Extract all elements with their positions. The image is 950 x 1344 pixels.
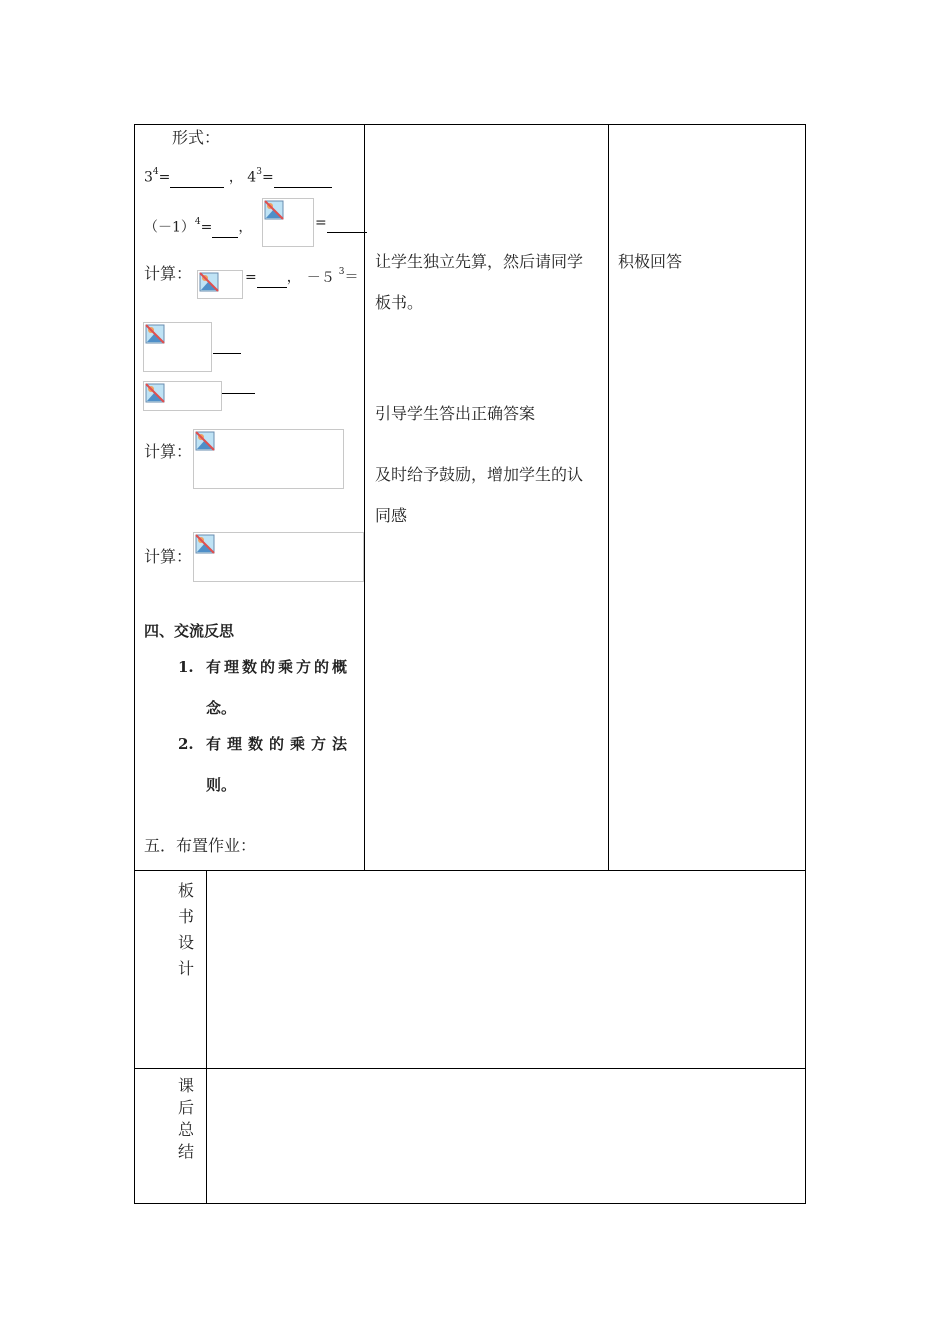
equals-sign-3: = xyxy=(200,219,213,236)
broken-image-icon xyxy=(263,199,285,221)
image-placeholder-4 xyxy=(143,381,222,411)
calc-label-1: 计算： xyxy=(144,264,193,283)
answer-blank-6[interactable] xyxy=(213,353,241,354)
item-1-line-2: 念。 xyxy=(206,699,237,717)
column-divider-2 xyxy=(608,124,609,871)
teacher-activity-1-line-1: 让学生独立先算，然后请同学 xyxy=(375,252,584,271)
teacher-activity-1-line-2: 板书。 xyxy=(375,293,424,312)
broken-image-icon xyxy=(144,382,166,404)
calc-label-2: 计算： xyxy=(144,442,193,461)
board-design-label: 板 书 设 计 xyxy=(177,881,194,978)
equals-sign-2: = xyxy=(261,169,274,186)
teacher-activity-2: 引导学生答出正确答案 xyxy=(375,404,536,423)
item-2-number: 2. xyxy=(178,735,194,753)
power2-base: 4 xyxy=(247,169,257,186)
item-1-line-1: 有理数的乘方的概 xyxy=(206,658,351,676)
neg-five-equals: ＝ xyxy=(344,269,359,286)
teacher-activity-3-line-2: 同感 xyxy=(375,506,408,525)
neg-five-exponent: 3 xyxy=(338,267,345,277)
neg-five: －５ xyxy=(306,269,335,286)
row-divider-1 xyxy=(134,870,806,871)
form-label: 形式： xyxy=(172,128,221,147)
answer-blank-2[interactable] xyxy=(274,171,332,188)
calc-label-3: 计算： xyxy=(144,547,193,566)
item-1-number: 1. xyxy=(178,658,194,676)
neg-one-paren: （－1） xyxy=(144,219,195,236)
image-placeholder-5 xyxy=(193,429,344,489)
teacher-activity-3-line-1: 及时给予鼓励，增加学生的认 xyxy=(375,465,584,484)
answer-blank-5[interactable] xyxy=(257,271,287,288)
image-placeholder-2 xyxy=(197,270,243,299)
broken-image-icon xyxy=(194,533,216,555)
neg-one-exponent: 4 xyxy=(194,217,201,227)
comma-2: ， xyxy=(238,219,253,236)
power1-exponent: 4 xyxy=(152,167,159,177)
table-border-top xyxy=(134,124,806,125)
equals-sign: = xyxy=(158,169,171,186)
broken-image-icon xyxy=(194,430,216,452)
image-placeholder-6 xyxy=(193,532,364,582)
student-activity: 积极回答 xyxy=(618,252,683,271)
calc-row-1-rest: = ， －５ $^3$＝ xyxy=(245,267,359,286)
summary-label: 课 后 总 结 xyxy=(177,1076,194,1161)
column-divider-1 xyxy=(364,124,365,871)
section-4-title: 四、交流反思 xyxy=(144,622,235,640)
power1-base: 3 xyxy=(144,169,153,186)
item-2-line-1: 有理数的乘方法 xyxy=(206,735,354,753)
eq-after-image-1: = xyxy=(315,213,367,233)
image-placeholder-1 xyxy=(262,198,314,247)
section-5-title: 五．布置作业： xyxy=(144,836,257,855)
answer-blank-7[interactable] xyxy=(222,393,255,394)
answer-blank-1[interactable] xyxy=(170,171,224,188)
label-column-divider xyxy=(206,870,207,1204)
broken-image-icon xyxy=(198,271,220,293)
answer-blank-4[interactable] xyxy=(327,216,367,233)
row-divider-2 xyxy=(134,1068,806,1069)
power-expression-row xyxy=(144,164,332,188)
comma: ， xyxy=(228,169,243,186)
broken-image-icon xyxy=(144,323,166,345)
power2-exponent: 3 xyxy=(256,167,262,177)
answer-blank-3[interactable] xyxy=(212,221,238,238)
neg-one-power-row xyxy=(144,214,252,238)
table-border-right xyxy=(805,124,806,1204)
image-placeholder-3 xyxy=(143,322,212,372)
table-border-bottom xyxy=(134,1203,806,1204)
item-2-line-2: 则。 xyxy=(206,776,237,794)
table-border-left xyxy=(134,124,135,1204)
